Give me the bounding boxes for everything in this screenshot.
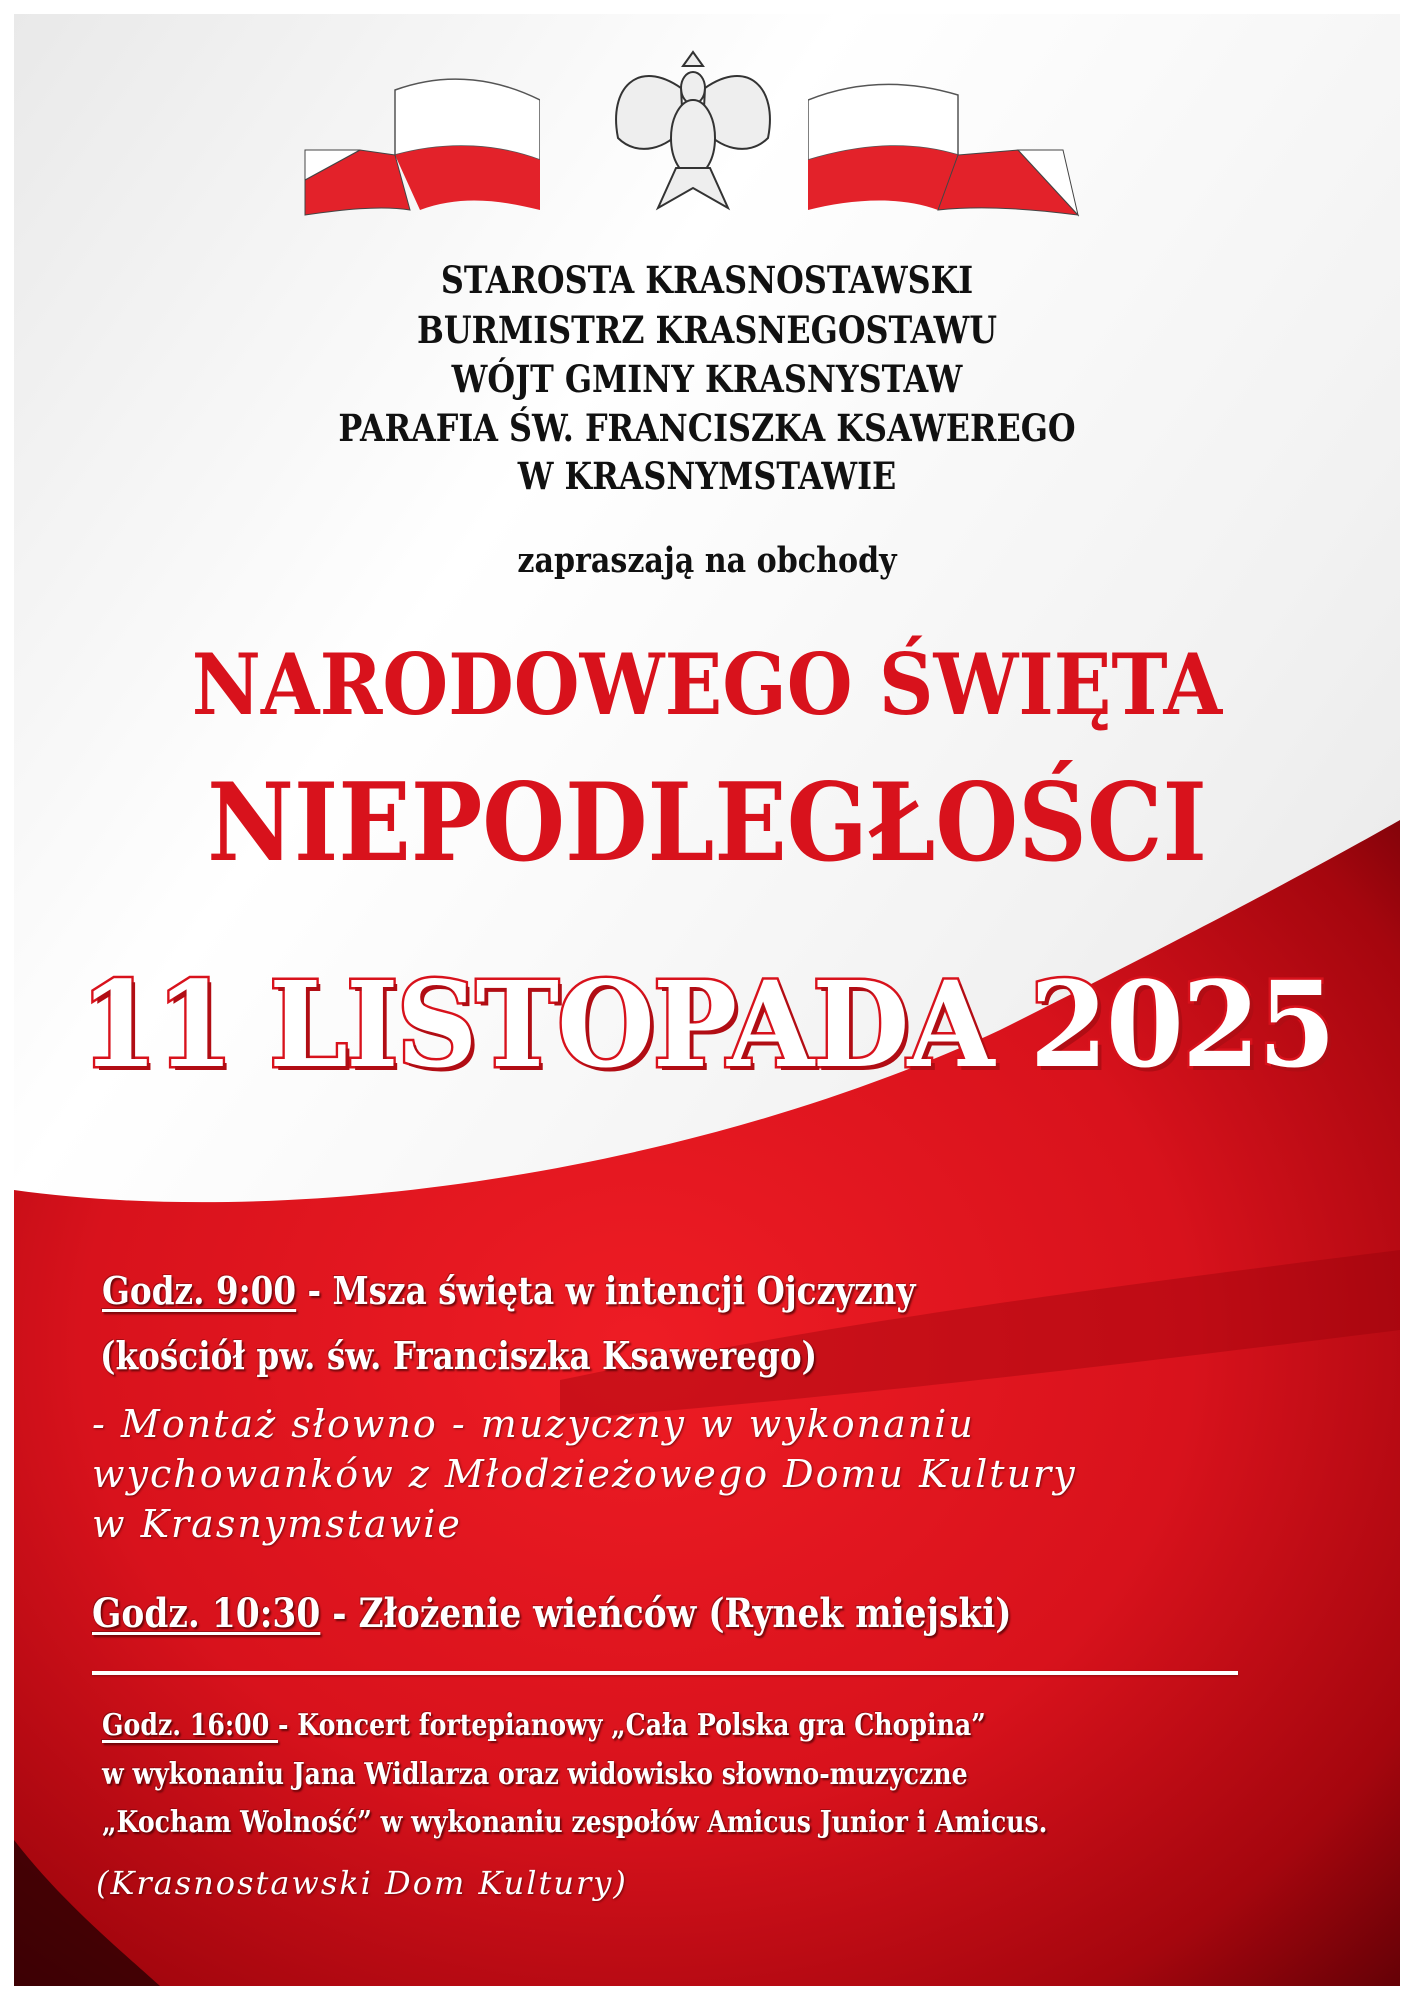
- event-3-place: (Krasnostawski Dom Kultury): [96, 1864, 628, 1902]
- event-3-time: Godz. 16:00: [102, 1708, 279, 1743]
- left-flag-ribbon-icon: [300, 60, 540, 220]
- event-1-place: (kościół pw. św. Franciszka Ksawerego): [100, 1333, 818, 1378]
- event-2-time: Godz. 10:30: [92, 1590, 321, 1637]
- right-flag-ribbon-icon: [808, 60, 1083, 220]
- title-line-1: NARODOWEGO ŚWIĘTA: [191, 635, 1223, 734]
- polish-eagle-emblem-icon: [598, 48, 788, 214]
- organizer-line: BURMISTRZ KRASNEGOSTAWU: [416, 308, 998, 352]
- title-line-2: NIEPODLEGŁOŚCI: [207, 760, 1207, 886]
- event-3-line: „Kocham Wolność” w wykonaniu zespołów Amicus Junior i Amicus.: [102, 1805, 1048, 1840]
- organizer-line: W KRASNYMSTAWIE: [517, 454, 897, 498]
- event-1-text: - Msza święta w intencji Ojczyzny: [296, 1268, 916, 1313]
- event-1: [102, 1268, 915, 1313]
- event-3-line: w wykonaniu Jana Widlarza oraz widowisko słowno-muzyczne: [102, 1757, 968, 1792]
- event-2: [92, 1590, 1012, 1637]
- event-1-extra-line: w Krasnymstawie: [92, 1502, 462, 1546]
- event-1-extra-line: - Montaż słowno - muzyczny w wykonaniu: [92, 1402, 975, 1446]
- event-3: [102, 1708, 986, 1743]
- organizer-line: PARAFIA ŚW. FRANCISZKA KSAWEREGO: [338, 406, 1076, 450]
- invite-text: zapraszają na obchody: [517, 540, 897, 581]
- event-2-text: - Złożenie wieńców (Rynek miejski): [320, 1590, 1012, 1637]
- separator-line: [92, 1671, 1238, 1675]
- event-1-extra-line: wychowanków z Młodzieżowego Domu Kultury: [92, 1452, 1077, 1496]
- event-1-time: Godz. 9:00: [102, 1268, 297, 1313]
- organizer-line: WÓJT GMINY KRASNYSTAW: [451, 357, 963, 401]
- organizer-line: STAROSTA KRASNOSTAWSKI: [440, 258, 974, 302]
- event-3-text: - Koncert fortepianowy „Cała Polska gra Chopina”: [278, 1708, 986, 1743]
- event-date: 11 LISTOPADA 2025: [79, 955, 1335, 1094]
